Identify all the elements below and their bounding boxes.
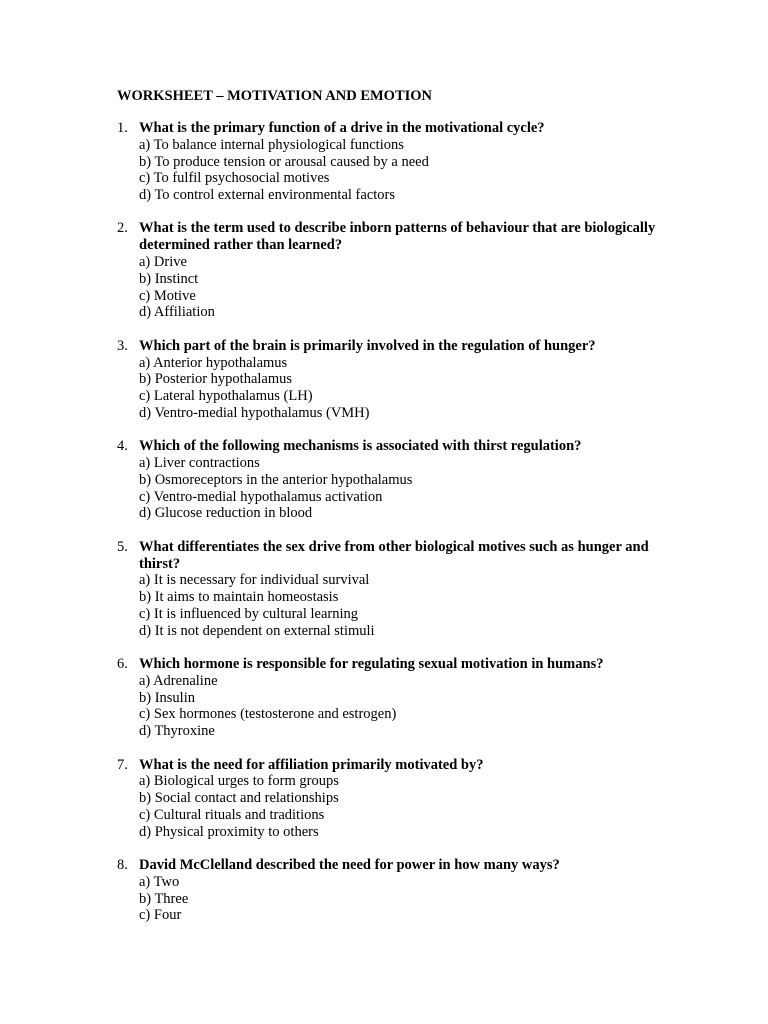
answer-option: a) Liver contractions: [139, 455, 260, 472]
question-text: Which part of the brain is primarily involved in the regulation of hunger?: [139, 337, 596, 354]
question-number: 1.: [117, 120, 128, 136]
question-5: [117, 539, 677, 640]
answer-option: b) Posterior hypothalamus: [139, 371, 293, 388]
question-1: [117, 120, 677, 204]
question-number: 8.: [117, 856, 128, 873]
answer-option: b) Osmoreceptors in the anterior hypothalamus: [139, 471, 413, 488]
question-text: David McClelland described the need for power in how many ways?: [139, 856, 560, 873]
question-text: What is the need for affiliation primarily motivated by?: [139, 756, 484, 773]
question-body: [139, 220, 677, 321]
answer-option: a) Anterior hypothalamus: [139, 354, 288, 371]
answer-option: c) Ventro-medial hypothalamus activation: [139, 488, 383, 505]
question-body: [139, 539, 677, 640]
question-body: [139, 338, 677, 422]
question-number: 2.: [117, 220, 128, 237]
question-body: [139, 438, 677, 522]
question-3: [117, 338, 677, 422]
question-7: [117, 757, 677, 841]
answer-option: c) Sex hormones (testosterone and estrogen): [139, 706, 397, 723]
question-body: [139, 656, 677, 740]
question-body: [139, 120, 677, 204]
answer-option: b) Instinct: [139, 270, 199, 287]
question-number: 7.: [117, 756, 128, 773]
question-body: [139, 757, 677, 841]
question-text: Which of the following mechanisms is associated with thirst regulation?: [139, 438, 582, 455]
question-number: 5.: [117, 538, 128, 555]
answer-option: d) Ventro-medial hypothalamus (VMH): [139, 404, 370, 421]
answer-option: b) Social contact and relationships: [139, 790, 339, 807]
answer-option: a) Biological urges to form groups: [139, 773, 339, 790]
answer-option: b) It aims to maintain homeostasis: [139, 589, 339, 606]
question-text: What differentiates the sex drive from other biological motives such as hunger and thirst?: [139, 538, 649, 572]
question-4: [117, 438, 677, 522]
answer-option: a) Adrenaline: [139, 672, 218, 689]
question-8: [117, 857, 677, 924]
answer-option: d) Glucose reduction in blood: [139, 505, 313, 522]
question-text: Which hormone is responsible for regulating sexual motivation in humans?: [139, 656, 604, 673]
answer-option: d) Thyroxine: [139, 723, 215, 740]
question-6: [117, 656, 677, 740]
answer-option: a) To balance internal physiological functions: [139, 136, 404, 153]
answer-option: d) Affiliation: [139, 304, 215, 321]
answer-option: b) To produce tension or arousal caused by a need: [139, 153, 429, 170]
question-number: 6.: [117, 656, 128, 673]
question-text: What is the term used to describe inborn patterns of behaviour that are biologically determined rather than learned?: [139, 220, 656, 254]
answer-option: a) Drive: [139, 254, 187, 271]
answer-option: d) To control external environmental factors: [139, 187, 396, 204]
answer-option: c) To fulfil psychosocial motives: [139, 170, 330, 187]
answer-option: d) It is not dependent on external stimuli: [139, 622, 375, 639]
answer-option: c) Lateral hypothalamus (LH): [139, 388, 313, 405]
answer-option: c) It is influenced by cultural learning: [139, 605, 359, 622]
answer-option: d) Physical proximity to others: [139, 823, 319, 840]
question-body: [139, 857, 677, 924]
answer-option: c) Motive: [139, 287, 196, 304]
answer-option: c) Cultural rituals and traditions: [139, 806, 325, 823]
answer-option: a) Two: [139, 873, 180, 890]
question-number: 4.: [117, 438, 128, 455]
answer-option: a) It is necessary for individual survival: [139, 572, 370, 589]
question-list: [117, 120, 677, 941]
question-number: 3.: [117, 337, 128, 354]
question-text: What is the primary function of a drive in the motivational cycle?: [139, 120, 545, 136]
question-2: [117, 220, 677, 321]
answer-option: b) Three: [139, 890, 189, 907]
answer-option: c) Four: [139, 907, 182, 924]
answer-option: b) Insulin: [139, 689, 195, 706]
worksheet-title: WORKSHEET – MOTIVATION AND EMOTION: [117, 88, 433, 104]
